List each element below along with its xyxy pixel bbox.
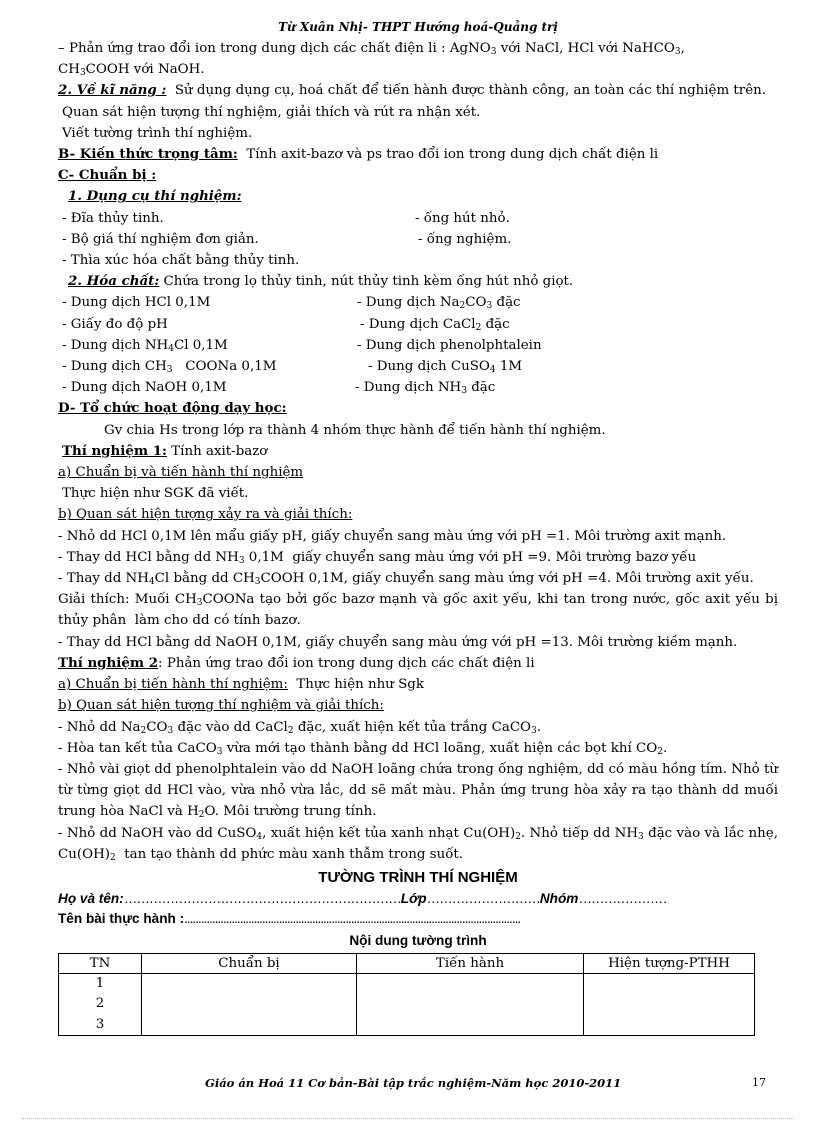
exp1-a-heading: a) Chuẩn bị và tiến hành thí nghiệm [58, 465, 304, 481]
page-bottom-rule [22, 1118, 794, 1119]
footer-text: Giáo án Hoá 11 Cơ bản-Bài tập trắc nghiệm-Năm học 2010-2011 [205, 1076, 622, 1090]
section-b-heading: B- Kiến thức trọng tâm: [58, 146, 238, 163]
tn-cell [59, 973, 142, 1036]
exp1-a-text: Thực hiện như SGK đã viết. [62, 486, 249, 502]
phenomena-cell[interactable] [584, 973, 755, 1036]
tn-number: 3 [95, 1016, 105, 1032]
class-label: Lớp [400, 890, 427, 906]
chem-item: - Dung dịch phenolphtalein [357, 337, 542, 353]
exp2-line-3: - Nhỏ vài giọt dd phenolphtalein vào dd NaOH loãng chứa trong ống nghiệm, dd có màu hồng tím. Nhỏ từ từ từng giọt dd HCl vào, vừa nhỏ vừa lắc, dd sẽ mất màu. Phản ứng trung hòa xảy ra tạo thành dd muối trung hòa NaCl và $H_2O$. Môi trường trung tính. [58, 761, 778, 821]
section-b [58, 144, 778, 165]
exp1-title: Thí nghiệm 1: [62, 442, 167, 459]
exp1-b-heading: b) Quan sát hiện tượng xảy ra và giải thích: [58, 507, 353, 523]
tools-heading: 1. Dụng cụ thí nghiệm: [68, 188, 242, 205]
exp1-line-2: - Thay dd HCl bằng dd $NH_3$ 0,1M giấy chuyển sang màu ứng với pH =9. Môi trường bazơ yếu [58, 549, 697, 566]
exp2-b-heading: b) Quan sát hiện tượng thí nghiệm và giải thích: [58, 698, 384, 714]
exp2-title: Thí nghiệm 2 [58, 654, 159, 671]
chem-text: Chứa trong lọ thủy tinh, nút thủy tinh kèm ống hút nhỏ giọt. [163, 274, 574, 290]
tool-item: - ống hút nhỏ. [415, 210, 510, 226]
chem-row [58, 335, 778, 356]
lesson-label: Tên bài thực hành : [58, 910, 185, 926]
name-class-group-line: Họ và tên:…………………………………………………………Lớp………………………Nhóm………………… [58, 890, 667, 906]
exp2-line-2: - Hòa tan kết tủa CaCO$_3$ vừa mới tạo thành bằng dd HCl loãng, xuất hiện các bọt khí $CO_2$. [58, 740, 668, 757]
chem-item: - Dung dịch $NH_4Cl$ 0,1M [62, 337, 228, 354]
lesson-line: Tên bài thực hành :......................................................................................................................... [58, 910, 521, 926]
skills-heading: 2. Về kĩ năng : [58, 82, 167, 99]
section-d-text: Gv chia Hs trong lớp ra thành 4 nhóm thực hành để tiến hành thí nghiệm. [104, 422, 606, 438]
exp2-a-text: Thực hiện như Sgk [296, 677, 424, 693]
section-d-heading: D- Tổ chức hoạt động dạy học: [58, 400, 287, 417]
chem-item: - Dung dịch $NH_3$ đặc [355, 380, 496, 397]
tn-number: 2 [95, 996, 105, 1012]
col-header-prep: Chuẩn bị [142, 953, 357, 973]
page-number: 17 [752, 1076, 766, 1089]
chem-item: - Giấy đo độ pH [62, 316, 168, 332]
tools-row [58, 208, 778, 229]
exp2-title-text: : Phản ứng trao đổi ion trong dung dịch các chất điện li [158, 655, 535, 671]
exp1-line-1: - Nhỏ dd HCl 0,1M lên mẩu giấy pH, giấy chuyển sang màu ứng với pH =1. Môi trường axit mạnh. [58, 528, 727, 544]
name-label: Họ và tên: [58, 890, 124, 906]
skills-paragraph [58, 80, 778, 101]
exp1-line-5: - Thay dd HCl bằng dd NaOH 0,1M, giấy chuyển sang màu ứng với pH =13. Môi trường kiềm mạnh. [58, 634, 738, 650]
report-table [58, 953, 755, 1037]
intro-line: – Phản ứng trao đổi ion trong dung dịch các chất điện li : AgNO$_3$ với NaCl, HCl với NaHCO$_3$, [58, 41, 685, 57]
exp2-a-heading: a) Chuẩn bị tiến hành thí nghiệm: [58, 677, 288, 693]
tool-item: - ống nghiệm. [418, 231, 512, 247]
skills-text: Sử dụng dụng cụ, hoá chất để tiến hành được thành công, an toàn các thí nghiệm trên. [174, 83, 767, 99]
section-c-heading: C- Chuẩn bị : [58, 167, 157, 184]
chem-item: - Dung dịch NaOH 0,1M [62, 380, 227, 396]
content-title: Nội dung tường trình [349, 932, 487, 948]
col-header-tn: TN [59, 953, 142, 973]
chem-heading: 2. Hóa chất: [68, 273, 160, 290]
exp1-explanation: Giải thích: Muối $CH_3COONa$ tạo bởi gốc bazơ mạnh và gốc axit yếu, khi tan trong nước, gốc axit yếu bị thủy phân làm cho dd có tính bazơ. [58, 592, 779, 629]
exp2-line-1: - Nhỏ dd $Na_2CO_3$ đặc vào dd CaCl$_2$ đặc, xuất hiện kết tủa trắng CaCO$_3$. [58, 719, 542, 736]
chem-item: - Dung dịch $Na_2CO_3$ đặc [357, 295, 521, 312]
col-header-phenomena: Hiện tượng-PTHH [584, 953, 755, 973]
chem-item: - Dung dịch CaCl$_2$ đặc [360, 316, 510, 333]
chem-row [58, 314, 778, 335]
group-label: Nhóm [539, 890, 579, 906]
col-header-procedure: Tiến hành [357, 953, 584, 973]
skills-line-2: Quan sát hiện tượng thí nghiệm, giải thích và rút ra nhận xét. [62, 104, 481, 120]
report-title: TƯỜNG TRÌNH THÍ NGHIỆM [318, 868, 518, 886]
intro-line-2: $CH_3COOH$ với NaOH. [58, 62, 205, 79]
table-header-row [59, 953, 755, 973]
exp2-line-4: - Nhỏ dd NaOH vào dd CuSO$_4$, xuất hiện kết tủa xanh nhạt $Cu(OH)_2$. Nhỏ tiếp dd $NH_3$ đặc vào và lắc nhẹ, $Cu(OH)_2$ tan tạo thành dd phức màu xanh thẫm trong suốt. [58, 825, 778, 863]
tn-number: 1 [95, 975, 105, 991]
exp1-title-text: Tính axit-bazơ [171, 443, 268, 459]
tool-item: - Đĩa thủy tinh. [62, 210, 164, 226]
chem-item: - Dung dịch CuSO$_4$ 1M [368, 359, 523, 376]
table-row [59, 973, 755, 1036]
exp1-line-3: - Thay dd $NH_4Cl$ bằng dd $CH_3COOH$ 0,1M, giấy chuyển sang màu ứng với pH =4. Môi trường axit yếu. [58, 571, 754, 588]
chem-row [58, 292, 778, 313]
tool-item: - Bộ giá thí nghiệm đơn giản. [62, 231, 259, 247]
procedure-cell[interactable] [357, 973, 584, 1036]
chem-row [58, 377, 778, 398]
tools-row [58, 229, 778, 250]
tool-item: - Thìa xúc hóa chất bằng thủy tinh. [62, 253, 300, 269]
tools-row [58, 250, 778, 271]
chem-item: - Dung dịch $CH_3$ COONa 0,1M [62, 359, 277, 376]
chem-row [58, 356, 778, 377]
chem-item: - Dung dịch HCl 0,1M [62, 295, 211, 311]
section-b-text: Tính axit-bazơ và ps trao đổi ion trong dung dịch chất điện li [246, 147, 659, 163]
prep-cell[interactable] [142, 973, 357, 1036]
skills-line-3: Viết tường trình thí nghiệm. [62, 125, 253, 141]
page-header: Từ Xuân Nhị- THPT Hướng hoá-Quảng trị [278, 20, 558, 34]
document-page [58, 20, 778, 1036]
